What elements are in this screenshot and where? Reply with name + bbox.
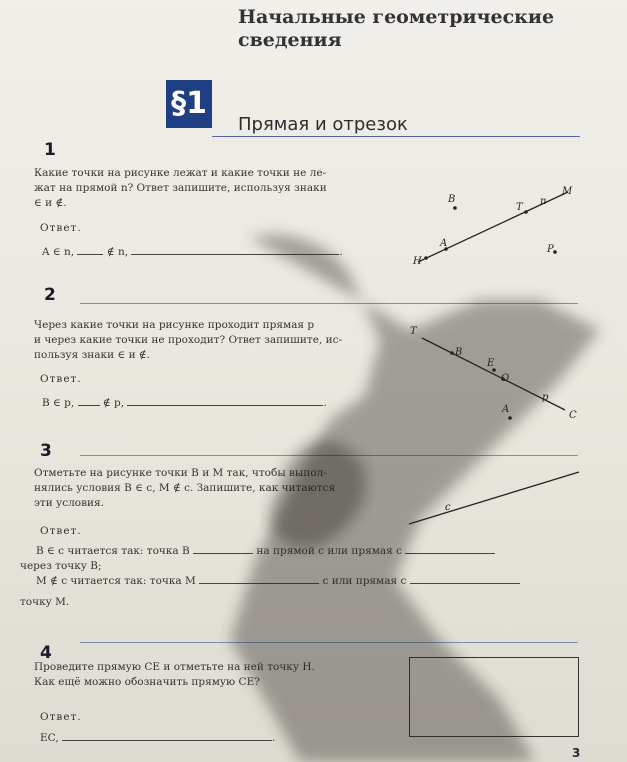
task4-answer-start: EC,: [40, 732, 59, 744]
label-p: p: [542, 392, 549, 403]
task3-text: [34, 466, 399, 511]
page-number: 3: [572, 746, 581, 760]
point-b: [450, 351, 454, 355]
task1-text-line3: ∈ и ∉.: [34, 197, 67, 209]
task4-answer-line: [40, 731, 300, 746]
task4-drawing-box[interactable]: [409, 657, 579, 737]
label-c: c: [445, 502, 451, 513]
point-h: [424, 256, 428, 260]
section-title-underline: [212, 136, 580, 137]
task3-line1-start: B ∈ c читается так: точка B: [36, 545, 190, 557]
task1-blank-2[interactable]: [131, 254, 339, 255]
task1-text-line1: Какие точки на рисунке лежат и какие точки не ле-: [34, 167, 327, 179]
task4-answer-end: .: [272, 732, 276, 744]
task3-line2-start: M ∉ c читается так: точка M: [36, 575, 196, 587]
task1-text-line2: жат на прямой n? Ответ запишите, используя знаки: [34, 182, 327, 194]
task2-divider: [80, 303, 578, 304]
task4-text-line2: Как ещё можно обозначить прямую CE?: [34, 676, 260, 688]
task2-answer-b: ∉ p,: [102, 397, 125, 409]
label-n: n: [540, 196, 547, 207]
task2-text-line3: пользуя знаки ∈ и ∉.: [34, 349, 151, 361]
task3-blank-4[interactable]: [410, 583, 520, 584]
task1-answer-line: [42, 245, 382, 260]
task2-answer-end: .: [323, 397, 327, 409]
label-b: B: [455, 347, 463, 358]
task4-answer-label: Ответ.: [40, 711, 82, 723]
section-number-badge: §1: [166, 80, 212, 128]
point-t: [524, 210, 528, 214]
task1-blank-1[interactable]: [77, 254, 103, 255]
task3-answer-2: [36, 574, 581, 589]
label-t: T: [516, 202, 523, 213]
task3-line1-mid: на прямой c или прямая c: [256, 545, 403, 557]
point-a: [508, 416, 512, 420]
task3-blank-1[interactable]: [193, 553, 253, 554]
label-t: T: [410, 326, 417, 337]
label-o: O: [501, 373, 510, 384]
task1-answer-label: Ответ.: [40, 222, 82, 234]
task4-number: 4: [40, 643, 52, 663]
task3-blank-3[interactable]: [199, 583, 319, 584]
section-title: Прямая и отрезок: [238, 114, 408, 135]
task2-text-line1: Через какие точки на рисунке проходит прямая p: [34, 319, 315, 331]
point-b: [453, 206, 457, 210]
task3-answer-1: [36, 544, 581, 559]
point-p: [553, 250, 557, 254]
label-h: H: [413, 256, 422, 267]
task3-answer-label: Ответ.: [40, 525, 82, 537]
label-a: A: [502, 404, 510, 415]
chapter-title: [238, 6, 554, 52]
task2-number: 2: [44, 285, 56, 305]
label-c: C: [569, 410, 577, 421]
task4-text-line1: Проведите прямую CE и отметьте на ней точку H.: [34, 661, 315, 673]
task2-figure: [400, 318, 590, 428]
task1-number: 1: [44, 140, 56, 160]
task2-answer-label: Ответ.: [40, 373, 82, 385]
task2-blank-1[interactable]: [78, 405, 100, 406]
chapter-title-line1: Начальные геометрические: [238, 6, 555, 28]
task1-answer-end: .: [339, 246, 343, 258]
task2-answer-a: B ∈ p,: [42, 397, 75, 409]
task4-text: [34, 660, 394, 690]
task3-line1-end: через точку B;: [20, 560, 102, 572]
task2-blank-2[interactable]: [127, 405, 323, 406]
task1-answer-a: A ∈ n,: [42, 246, 75, 258]
chapter-title-line2: сведения: [238, 29, 342, 51]
task3-figure: [405, 462, 585, 532]
task1-answer-b: ∉ n,: [106, 246, 129, 258]
task3-text-line1: Отметьте на рисунке точки B и M так, чтобы выпол-: [34, 467, 327, 479]
task1-text: [34, 166, 394, 211]
label-a: A: [440, 238, 448, 249]
task3-text-line3: эти условия.: [34, 497, 104, 509]
label-m: M: [562, 186, 573, 197]
task2-answer-line: [42, 396, 362, 411]
label-b: B: [448, 194, 456, 205]
line-c: [409, 472, 579, 524]
task3-blank-2[interactable]: [405, 553, 495, 554]
label-p: P: [547, 244, 554, 255]
label-e: E: [487, 358, 495, 369]
task3-line2-end: точку M.: [20, 596, 70, 608]
task4-divider: [80, 642, 578, 643]
task2-text-line2: и через какие точки не проходит? Ответ запишите, ис-: [34, 334, 343, 346]
task3-text-line2: нялись условия B ∈ c, M ∉ c. Запишите, как читаются: [34, 482, 336, 494]
task1-figure: [400, 180, 590, 275]
task3-line2-mid: c или прямая c: [322, 575, 407, 587]
task3-divider: [80, 455, 578, 456]
task3-number: 3: [40, 441, 52, 461]
task2-text: [34, 318, 399, 363]
task4-blank[interactable]: [62, 740, 272, 741]
